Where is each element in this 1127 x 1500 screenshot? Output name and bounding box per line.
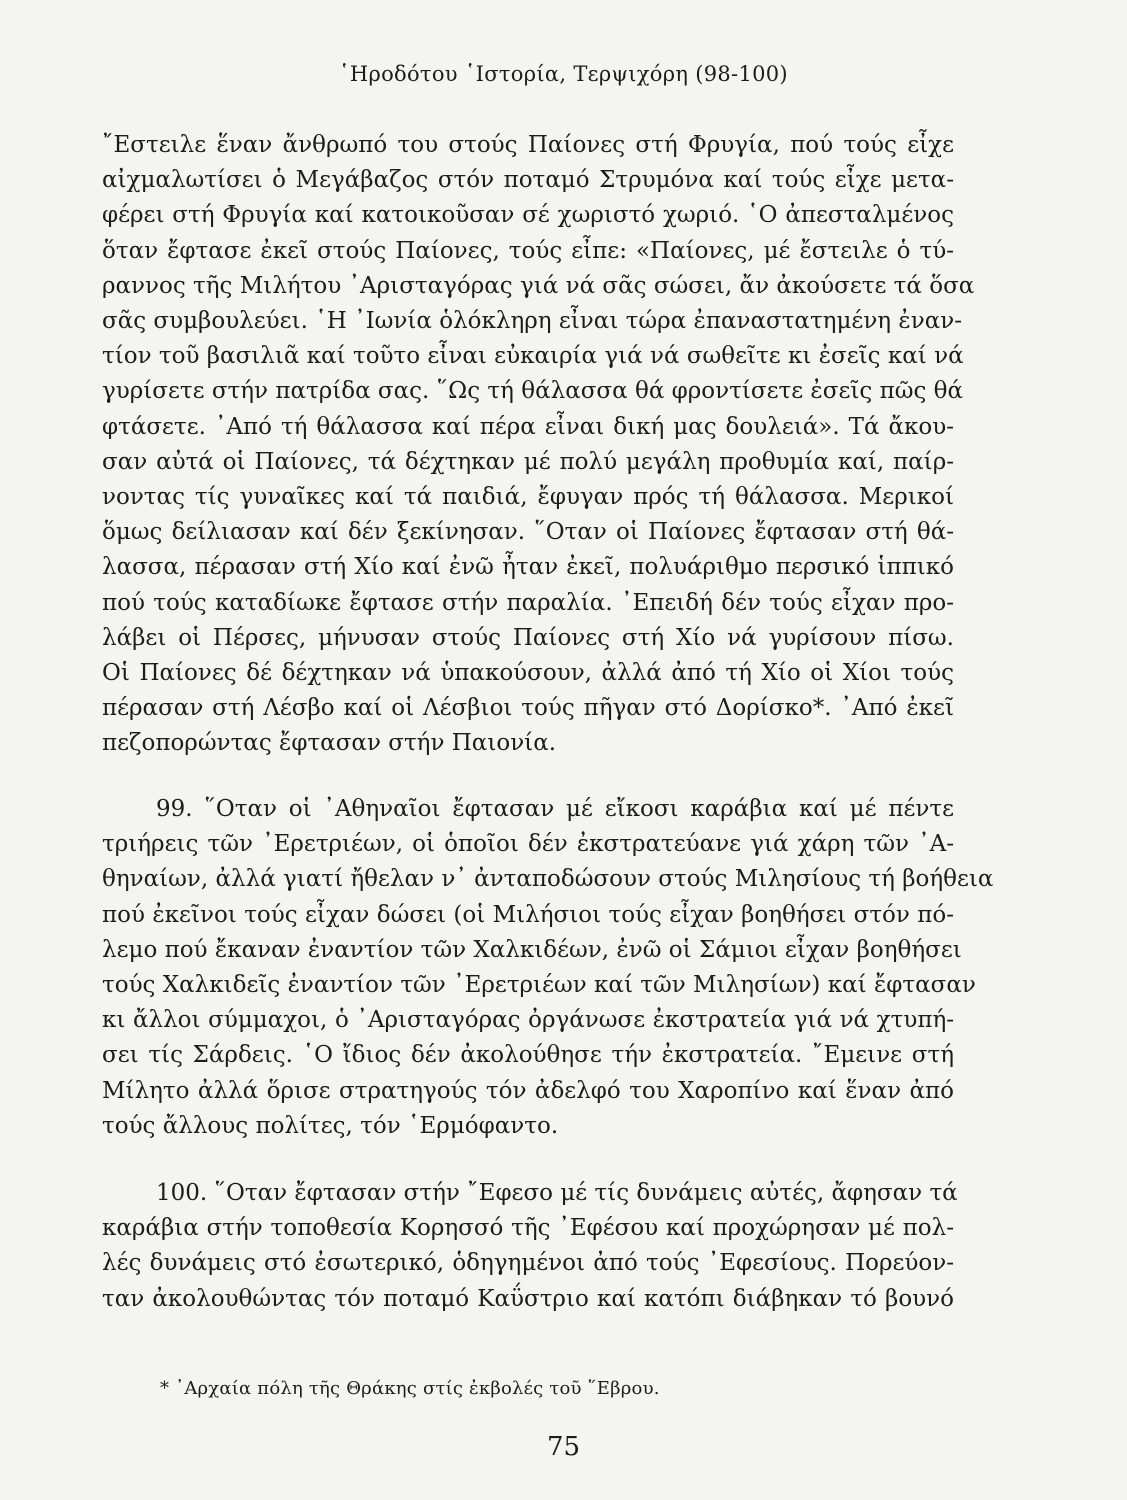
text-line: ὅμως δείλιασαν καί δέν ξεκίνησαν. ῞Οταν οἱ Παίονες ἔφτασαν στή θά-	[102, 519, 954, 546]
text-line: σει τίς Σάρδεις. ῾Ο ἴδιος δέν ἀκολούθησε τήν ἐκστρατεία. ῎Εμεινε στή	[102, 1042, 954, 1069]
text-line: 100. ῞Οταν ἔφτασαν στήν ῎Εφεσο μέ τίς δυνάμεις αὐτές, ἄφησαν τά	[156, 1180, 958, 1206]
text-line: 99. ῞Οταν οἱ ᾿Αθηναῖοι ἔφτασαν μέ εἴκοσι καράβια καί μέ πέντε	[156, 796, 954, 822]
text-line: λασσα, πέρασαν στή Χίο καί ἐνῶ ἦταν ἐκεῖ, πολυάριθμο περσικό ἱππικό	[102, 554, 954, 581]
text-line: τούς Χαλκιδεῖς ἐναντίον τῶν ᾿Ερετριέων καί τῶν Μιλησίων) καί ἔφτασαν	[102, 972, 976, 999]
paragraph-98-continuation	[102, 128, 975, 762]
running-header: ῾Ηροδότου ῾Ιστορία, Τερψιχόρη (98-100)	[339, 62, 788, 86]
text-line: πού ἐκεῖνοι τούς εἶχαν δώσει (οἱ Μιλήσιοι τούς εἶχαν βοηθήσει στόν πό-	[102, 901, 954, 928]
text-line: φέρει στή Φρυγία καί κατοικοῦσαν σέ χωριστό χωριό. ῾Ο ἀπεσταλμένος	[102, 202, 954, 229]
paragraph-99	[102, 792, 994, 1144]
text-line: σαν αὐτά οἱ Παίονες, τά δέχτηκαν μέ πολύ μεγάλη προθυμία καί, παίρ-	[102, 448, 954, 475]
text-line: νοντας τίς γυναῖκες καί τά παιδιά, ἔφυγαν πρός τή θάλασσα. Μερικοί	[102, 484, 954, 511]
text-line: γυρίσετε στήν πατρίδα σας. ῞Ως τή θάλασσα θά φροντίσετε ἐσεῖς πῶς θά	[102, 378, 964, 405]
text-line: πού τούς καταδίωκε ἔφτασε στήν παραλία. ᾿Επειδή δέν τούς εἶχαν προ-	[102, 589, 954, 616]
text-line: λές δυνάμεις στό ἐσωτερικό, ὁδηγημένοι ἀπό τούς ᾿Εφεσίους. Πορεύον-	[102, 1250, 954, 1277]
text-line: πεζοπορώντας ἔφτασαν στήν Παιονία.	[102, 730, 557, 757]
text-line: λάβει οἱ Πέρσες, μήνυσαν στούς Παίονες στή Χίο νά γυρίσουν πίσω.	[102, 624, 954, 651]
text-line: τριήρεις τῶν ᾿Ερετριέων, οἱ ὁποῖοι δέν ἐκστρατεύανε γιά χάρη τῶν ᾿Α-	[102, 831, 954, 858]
text-line: Μίλητο ἀλλά ὅρισε στρατηγούς τόν ἀδελφό του Χαροπίνο καί ἕναν ἀπό	[102, 1077, 954, 1104]
text-line: λεμο πού ἔκαναν ἐναντίον τῶν Χαλκιδέων, ἐνῶ οἱ Σάμιοι εἶχαν βοηθήσει	[102, 936, 962, 963]
text-line: καράβια στήν τοποθεσία Κορησσό τῆς ᾿Εφέσου καί προχώρησαν μέ πολ-	[102, 1215, 954, 1242]
text-line: θηναίων, ἀλλά γιατί ἤθελαν ν᾿ ἀνταποδώσουν στούς Μιλησίους τή βοήθεια	[102, 866, 994, 893]
text-line: τούς ἄλλους πολίτες, τόν ῾Ερμόφαντο.	[102, 1112, 559, 1139]
page-number: 75	[546, 1432, 581, 1462]
text-line: αἰχμαλωτίσει ὁ Μεγάβαζος στόν ποταμό Στρυμόνα καί τούς εἶχε μετα-	[102, 167, 954, 194]
text-line: σᾶς συμβουλεύει. ῾Η ᾿Ιωνία ὁλόκληρη εἶναι τώρα ἐπαναστατημένη ἐναν-	[102, 308, 963, 335]
footnote: * ᾿Αρχαία πόλη τῆς Θράκης στίς ἐκβολές τοῦ ῞Εβρου.	[160, 1378, 660, 1399]
text-line: ὅταν ἔφτασε ἐκεῖ στούς Παίονες, τούς εἶπε: «Παίονες, μέ ἔστειλε ὁ τύ-	[102, 237, 954, 264]
text-line: κι ἄλλοι σύμμαχοι, ὁ ᾿Αρισταγόρας ὀργάνωσε ἐκστρατεία γιά νά χτυπή-	[102, 1007, 954, 1034]
paragraph-100	[102, 1176, 958, 1317]
text-line: τίον τοῦ βασιλιᾶ καί τοῦτο εἶναι εὐκαιρία γιά νά σωθεῖτε κι ἐσεῖς καί νά	[102, 343, 964, 370]
text-line: ταν ἀκολουθώντας τόν ποταμό Καΰστριο καί κατόπι διάβηκαν τό βουνό	[102, 1285, 954, 1312]
text-line: Οἱ Παίονες δέ δέχτηκαν νά ὑπακούσουν, ἀλλά ἀπό τή Χίο οἱ Χίοι τούς	[102, 660, 954, 687]
text-line: πέρασαν στή Λέσβο καί οἱ Λέσβιοι τούς πῆγαν στό Δορίσκο*. ᾿Από ἐκεῖ	[102, 695, 954, 722]
text-line: φτάσετε. ᾿Από τή θάλασσα καί πέρα εἶναι δική μας δουλειά». Τά ἄκου-	[102, 413, 954, 440]
text-line: ῎Εστειλε ἕναν ἄνθρωπό του στούς Παίονες στή Φρυγία, πού τούς εἶχε	[102, 132, 954, 158]
text-line: ραννος τῆς Μιλήτου ᾿Αρισταγόρας γιά νά σᾶς σώσει, ἄν ἀκούσετε τά ὅσα	[102, 272, 975, 299]
